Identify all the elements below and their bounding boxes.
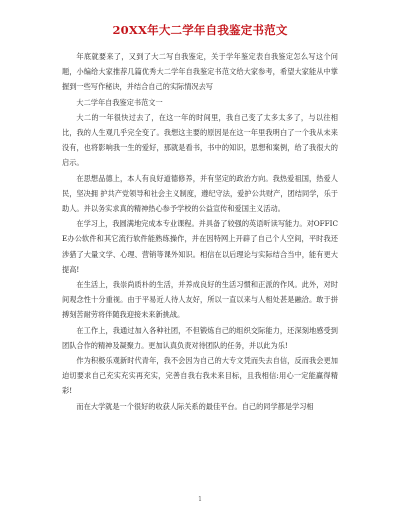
paragraph: 在生活上，我崇尚质朴的生活，并养成良好的生活习惯和正派的作风。此外，对时间观念性十分重视。由于平易近人待人友好，所以一直以来与人相处甚是融洽。敢于拼搏刻苦耐劳将伴随我迎接未来新挑战。 xyxy=(62,280,338,320)
paragraph: 在思想品德上，本人有良好道德修养，并有坚定的政治方向。我热爱祖国，热爱人民，坚决拥 护共产党领导和社会主义制度，遵纪守法，爱护公共财产，团结同学，乐于助人。并以务实求真的精神热心参予学校的公益宣传和爱国主义活动。 xyxy=(62,173,338,214)
paragraph: 在工作上，我通过加入各种社团，不但锻炼自己的组织交际能力，还深刻地感受到团队合作的精神及凝聚力。更加认真负责对待团队的任务，并以此为乐! xyxy=(62,325,338,350)
section-heading: 大二学年自我鉴定书范文一 xyxy=(76,97,163,107)
document-title: 20XX年大二学年自我鉴定书范文 xyxy=(112,23,288,37)
document-body xyxy=(62,49,338,414)
paragraph: 而在大学就是一个很好的收获人际关系的最佳平台。自己的同学都是学习相 xyxy=(76,401,314,411)
paragraph: 作为积极乐观新时代青年，我不会因为自己的大专文凭而失去自信，反而我会更加迫切要求自己充实充实再充实，完善自我右我未来目标，且我相信:用心一定能赢得精彩! xyxy=(62,356,338,396)
page-number: 1 xyxy=(198,496,202,503)
paragraph: 大二的一年很快过去了，在这一年的时间里，我自己变了太多太多了，与以往相比，我的人生观几乎完全变了。我想这主要的原因是在这一年里我明白了一个我从未来没有，也将影响我一生的爱好，那就是看书，书中的知识，思想和案例，给了我很大的启示。 xyxy=(62,112,338,168)
paragraph: 在学习上，我圆满地完成本专业课程。并具备了较强的英语听读写能力。对OFFICE办公软件和其它流行软件能熟练操作，并在因特网上开辟了自己个人空间，平时我还涉猎了大量文学、心理、营销等课外知识。相信在以后理论与实际结合当中，能有更大提高! xyxy=(62,219,338,274)
paragraph-intro: 年底就要来了，又到了大二写自我鉴定，关于学年鉴定表自我鉴定怎么写这个问题，小编给大家推荐几篇优秀大二学年自我鉴定书范文给大家参考，希望大家能从中掌握到一些写作秘诀，并结合自己的实际情况去写 xyxy=(62,52,338,92)
